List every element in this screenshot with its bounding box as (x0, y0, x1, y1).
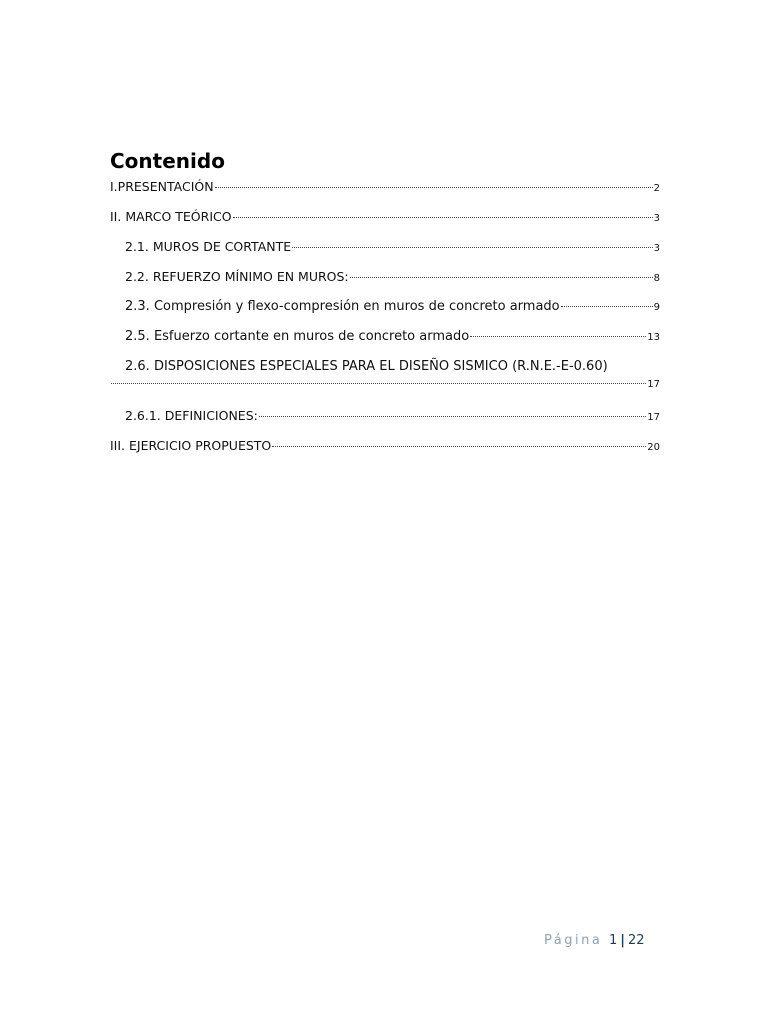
toc-entry-label: II. MARCO TEÓRICO (110, 209, 232, 224)
footer-separator: | (620, 933, 625, 948)
dot-leader (561, 305, 653, 307)
table-of-contents (110, 178, 660, 467)
dot-leader (215, 186, 653, 188)
toc-entry-presentacion[interactable] (110, 178, 660, 208)
dot-leader (259, 415, 646, 417)
page-footer (544, 933, 645, 948)
toc-entry-label: 2.6.1. DEFINICIONES: (125, 408, 258, 423)
toc-entry-label: 2.3. Compresión y flexo-compresión en muros de concreto armado (125, 299, 560, 314)
toc-entry-label: 2.5. Esfuerzo cortante en muros de concreto armado (125, 329, 470, 344)
toc-entry-page: 2 (653, 183, 660, 194)
toc-entry-page: 17 (647, 412, 660, 423)
toc-entry-page: 20 (647, 442, 660, 453)
toc-entry-definiciones[interactable] (110, 407, 660, 437)
toc-entry-muros-de-cortante[interactable] (110, 238, 660, 268)
toc-entry-label: 2.1. MUROS DE CORTANTE (125, 239, 292, 254)
dot-leader (292, 246, 652, 248)
footer-total-pages: 22 (627, 933, 645, 948)
toc-entry-label: III. EJERCICIO PROPUESTO (110, 438, 272, 453)
footer-current-page: 1 (608, 933, 618, 948)
dot-leader (350, 276, 653, 278)
toc-entry-leader-line (110, 376, 660, 394)
dot-leader (233, 216, 653, 218)
toc-entry-compresion[interactable] (110, 298, 660, 328)
dot-leader (272, 445, 646, 447)
toc-entry-page: 3 (653, 213, 660, 224)
toc-entry-page: 3 (653, 243, 660, 254)
toc-entry-marco-teorico[interactable] (110, 208, 660, 238)
toc-entry-page: 13 (647, 332, 660, 343)
dot-leader (111, 382, 646, 384)
toc-entry-ejercicio[interactable] (110, 437, 660, 467)
toc-entry-refuerzo-minimo[interactable] (110, 268, 660, 298)
toc-entry-page: 17 (647, 379, 660, 390)
toc-entry-label: 2.6. DISPOSICIONES ESPECIALES PARA EL DISEÑO SISMICO (R.N.E.-E-0.60) (125, 359, 608, 374)
toc-title: Contenido (110, 149, 225, 173)
toc-entry-page: 9 (653, 302, 660, 313)
toc-entry-label: I.PRESENTACIÓN (110, 179, 214, 194)
dot-leader (470, 335, 646, 337)
toc-entry-page: 8 (653, 273, 660, 284)
toc-entry-esfuerzo-cortante[interactable] (110, 328, 660, 358)
footer-pagina-label: Página (544, 933, 603, 948)
toc-entry-disposiciones[interactable] (110, 358, 660, 407)
toc-entry-label: 2.2. REFUERZO MÍNIMO EN MUROS: (125, 269, 349, 284)
